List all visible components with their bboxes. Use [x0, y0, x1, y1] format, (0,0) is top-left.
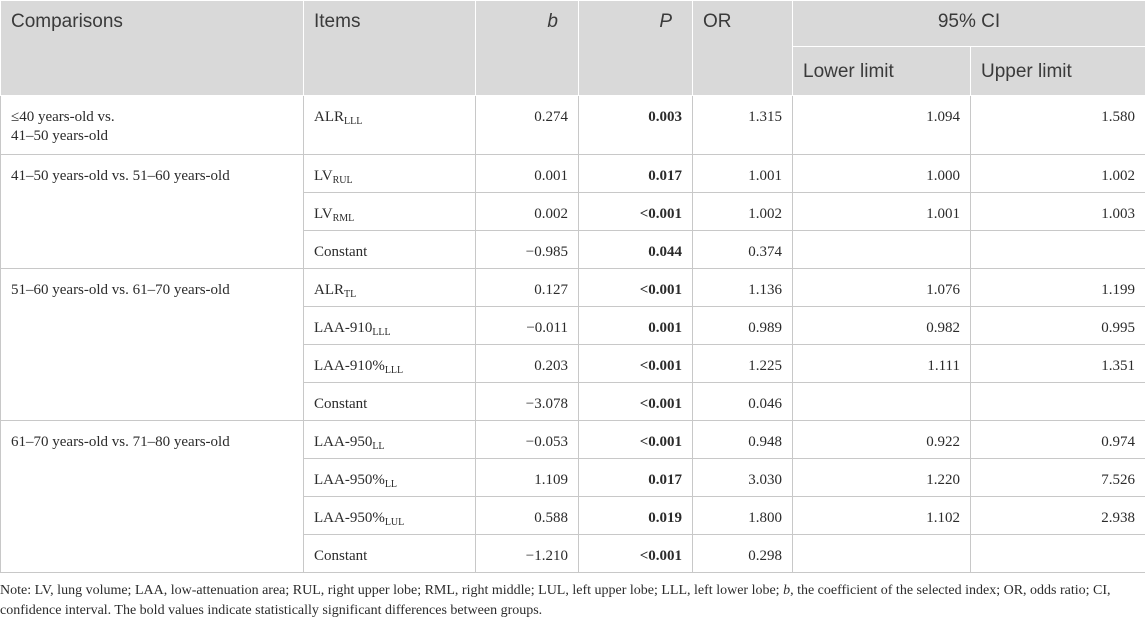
or-cell: 1.800 — [693, 497, 793, 535]
or-cell: 1.225 — [693, 345, 793, 383]
ci-lower-cell: 0.922 — [793, 421, 971, 459]
header-upper-limit: Upper limit — [971, 47, 1145, 96]
item-name: ALR — [314, 282, 344, 298]
item-subscript: LLL — [372, 327, 391, 338]
b-cell: −0.985 — [476, 231, 579, 269]
p-value-cell: <0.001 — [579, 345, 693, 383]
item-cell — [304, 383, 476, 421]
ci-lower-cell — [793, 535, 971, 573]
item-subscript: LL — [384, 479, 398, 490]
table-row — [1, 421, 1145, 459]
ci-upper-cell: 2.938 — [971, 497, 1145, 535]
b-cell: −1.210 — [476, 535, 579, 573]
b-cell: −3.078 — [476, 383, 579, 421]
b-cell: 0.203 — [476, 345, 579, 383]
ci-lower-cell: 0.982 — [793, 307, 971, 345]
b-cell: 0.274 — [476, 96, 579, 155]
or-cell: 3.030 — [693, 459, 793, 497]
header-b: b — [476, 1, 579, 96]
comparison-cell: ≤40 years-old vs. 41–50 years-old — [1, 96, 304, 155]
ci-lower-cell: 1.000 — [793, 155, 971, 193]
item-cell — [304, 96, 476, 155]
table-body — [1, 96, 1145, 573]
ci-upper-cell: 0.974 — [971, 421, 1145, 459]
or-cell: 1.136 — [693, 269, 793, 307]
ci-lower-cell — [793, 231, 971, 269]
comparison-cell: 51–60 years-old vs. 61–70 years-old — [1, 269, 304, 421]
item-cell — [304, 307, 476, 345]
note-text-2: , the coefficient of the selected index; OR, odds ratio; CI, confidence interval. The bold values indicate statistically significant differences between groups. — [0, 583, 1111, 618]
note-text-1: Note: LV, lung volume; LAA, low-attenuation area; RUL, right upper lobe; RML, right middle; LUL, left upper lobe; LLL, left lower lobe; — [0, 583, 784, 598]
header-or: OR — [693, 1, 793, 96]
comparison-cell: 61–70 years-old vs. 71–80 years-old — [1, 421, 304, 573]
b-cell: 0.001 — [476, 155, 579, 193]
item-subscript: TL — [344, 289, 357, 300]
ci-upper-cell: 1.580 — [971, 96, 1145, 155]
item-cell — [304, 155, 476, 193]
p-value-cell: <0.001 — [579, 535, 693, 573]
or-cell: 0.948 — [693, 421, 793, 459]
ci-lower-cell: 1.111 — [793, 345, 971, 383]
item-subscript: RUL — [332, 175, 353, 186]
ci-lower-cell — [793, 383, 971, 421]
item-name: Constant — [314, 548, 368, 564]
note-b-italic: b — [783, 583, 791, 598]
item-name: LAA-950% — [314, 510, 385, 526]
b-cell: 1.109 — [476, 459, 579, 497]
p-value-cell: <0.001 — [579, 269, 693, 307]
item-cell — [304, 535, 476, 573]
comparison-cell: 41–50 years-old vs. 51–60 years-old — [1, 155, 304, 269]
item-cell — [304, 497, 476, 535]
p-value-cell: <0.001 — [579, 193, 693, 231]
b-cell: 0.127 — [476, 269, 579, 307]
ci-upper-cell: 1.003 — [971, 193, 1145, 231]
item-name: LAA-910 — [314, 320, 373, 336]
b-cell: −0.011 — [476, 307, 579, 345]
p-value-cell: 0.001 — [579, 307, 693, 345]
table-note — [0, 581, 1140, 621]
item-name: LV — [314, 206, 333, 222]
item-cell — [304, 421, 476, 459]
header-comparisons: Comparisons — [1, 1, 304, 96]
item-subscript: RML — [332, 213, 355, 224]
ci-upper-cell: 7.526 — [971, 459, 1145, 497]
p-value-cell: 0.044 — [579, 231, 693, 269]
b-cell: 0.002 — [476, 193, 579, 231]
item-name: Constant — [314, 244, 368, 260]
ci-lower-cell: 1.102 — [793, 497, 971, 535]
header-lower-limit: Lower limit — [793, 47, 971, 96]
b-cell: −0.053 — [476, 421, 579, 459]
p-value-cell: 0.017 — [579, 459, 693, 497]
or-cell: 0.989 — [693, 307, 793, 345]
p-value-cell: <0.001 — [579, 383, 693, 421]
ci-upper-cell — [971, 383, 1145, 421]
ci-lower-cell: 1.220 — [793, 459, 971, 497]
header-p: P — [579, 1, 693, 96]
b-cell: 0.588 — [476, 497, 579, 535]
item-cell — [304, 459, 476, 497]
item-name: LAA-950 — [314, 434, 373, 450]
table-row — [1, 269, 1145, 307]
item-subscript: LLL — [384, 365, 404, 376]
p-value-cell: 0.003 — [579, 96, 693, 155]
table-row — [1, 96, 1145, 155]
item-subscript: LLL — [344, 116, 363, 127]
ci-upper-cell: 1.199 — [971, 269, 1145, 307]
or-cell: 0.298 — [693, 535, 793, 573]
item-cell — [304, 231, 476, 269]
item-cell — [304, 193, 476, 231]
item-name: LV — [314, 168, 333, 184]
or-cell: 0.046 — [693, 383, 793, 421]
or-cell: 1.001 — [693, 155, 793, 193]
ci-upper-cell: 1.002 — [971, 155, 1145, 193]
item-cell — [304, 345, 476, 383]
ci-upper-cell: 1.351 — [971, 345, 1145, 383]
item-name: LAA-950% — [314, 472, 385, 488]
item-name: Constant — [314, 396, 368, 412]
header-items: Items — [304, 1, 476, 96]
or-cell: 1.315 — [693, 96, 793, 155]
ci-lower-cell: 1.076 — [793, 269, 971, 307]
item-subscript: LUL — [384, 517, 405, 528]
p-value-cell: 0.019 — [579, 497, 693, 535]
p-value-cell: 0.017 — [579, 155, 693, 193]
ci-lower-cell: 1.001 — [793, 193, 971, 231]
header-ci: 95% CI — [793, 1, 1145, 47]
ci-lower-cell: 1.094 — [793, 96, 971, 155]
item-cell — [304, 269, 476, 307]
item-subscript: LL — [372, 441, 385, 452]
table-row — [1, 155, 1145, 193]
ci-upper-cell — [971, 535, 1145, 573]
item-name: ALR — [314, 109, 344, 125]
item-name: LAA-910% — [314, 358, 385, 374]
or-cell: 1.002 — [693, 193, 793, 231]
p-value-cell: <0.001 — [579, 421, 693, 459]
ci-upper-cell: 0.995 — [971, 307, 1145, 345]
or-cell: 0.374 — [693, 231, 793, 269]
ci-upper-cell — [971, 231, 1145, 269]
